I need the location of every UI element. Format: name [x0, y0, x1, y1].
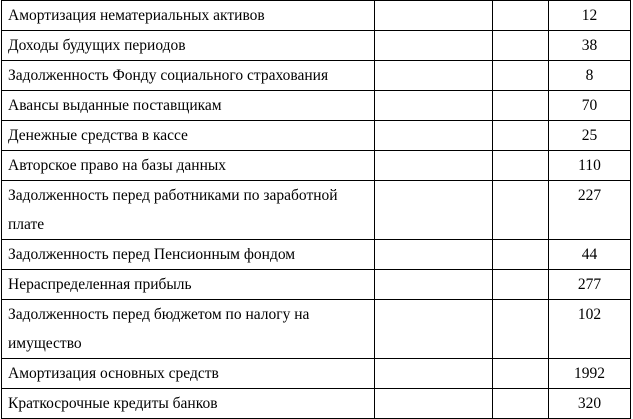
item-name-cell: Доходы будущих периодов — [2, 31, 375, 61]
table-row — [2, 121, 631, 151]
empty-cell — [375, 151, 493, 181]
item-value-cell: 1992 — [549, 359, 631, 389]
empty-cell — [375, 389, 493, 419]
item-value-cell: 25 — [549, 121, 631, 151]
item-name-cell: Задолженность перед Пенсионным фондом — [2, 240, 375, 270]
item-name-cell: Задолженность Фонду социального страхования — [2, 61, 375, 91]
item-name-cell: Краткосрочные кредиты банков — [2, 389, 375, 419]
empty-cell — [493, 240, 549, 270]
item-value-cell: 110 — [549, 151, 631, 181]
item-value-cell: 8 — [549, 61, 631, 91]
balance-items-table — [1, 0, 631, 419]
item-value-cell: 38 — [549, 31, 631, 61]
item-value-cell: 12 — [549, 1, 631, 31]
item-value-cell: 277 — [549, 270, 631, 300]
item-name-cell: Амортизация нематериальных активов — [2, 1, 375, 31]
empty-cell — [493, 91, 549, 121]
empty-cell — [493, 359, 549, 389]
empty-cell — [375, 91, 493, 121]
table-row — [2, 359, 631, 389]
table-row — [2, 31, 631, 61]
item-name-cell: Амортизация основных средств — [2, 359, 375, 389]
empty-cell — [493, 151, 549, 181]
empty-cell — [493, 181, 549, 240]
table-row — [2, 300, 631, 359]
table-row — [2, 91, 631, 121]
empty-cell — [375, 121, 493, 151]
empty-cell — [375, 270, 493, 300]
table-row — [2, 240, 631, 270]
table-row — [2, 151, 631, 181]
empty-cell — [493, 1, 549, 31]
table-row — [2, 389, 631, 419]
item-name-cell: Авансы выданные поставщикам — [2, 91, 375, 121]
item-value-cell: 102 — [549, 300, 631, 359]
item-value-cell: 44 — [549, 240, 631, 270]
empty-cell — [375, 240, 493, 270]
empty-cell — [493, 61, 549, 91]
item-name-cell: Задолженность перед бюджетом по налогу на имущество — [2, 300, 375, 359]
table-row — [2, 1, 631, 31]
item-name-cell: Авторское право на базы данных — [2, 151, 375, 181]
empty-cell — [493, 121, 549, 151]
empty-cell — [375, 359, 493, 389]
table-row — [2, 61, 631, 91]
empty-cell — [375, 31, 493, 61]
empty-cell — [375, 1, 493, 31]
empty-cell — [493, 389, 549, 419]
item-value-cell: 70 — [549, 91, 631, 121]
empty-cell — [493, 31, 549, 61]
empty-cell — [375, 61, 493, 91]
item-name-cell: Задолженность перед работниками по заработной плате — [2, 181, 375, 240]
empty-cell — [493, 300, 549, 359]
empty-cell — [375, 300, 493, 359]
item-name-cell: Нераспределенная прибыль — [2, 270, 375, 300]
empty-cell — [493, 270, 549, 300]
item-name-cell: Денежные средства в кассе — [2, 121, 375, 151]
empty-cell — [375, 181, 493, 240]
item-value-cell: 227 — [549, 181, 631, 240]
table-row — [2, 270, 631, 300]
item-value-cell: 320 — [549, 389, 631, 419]
table-row — [2, 181, 631, 240]
